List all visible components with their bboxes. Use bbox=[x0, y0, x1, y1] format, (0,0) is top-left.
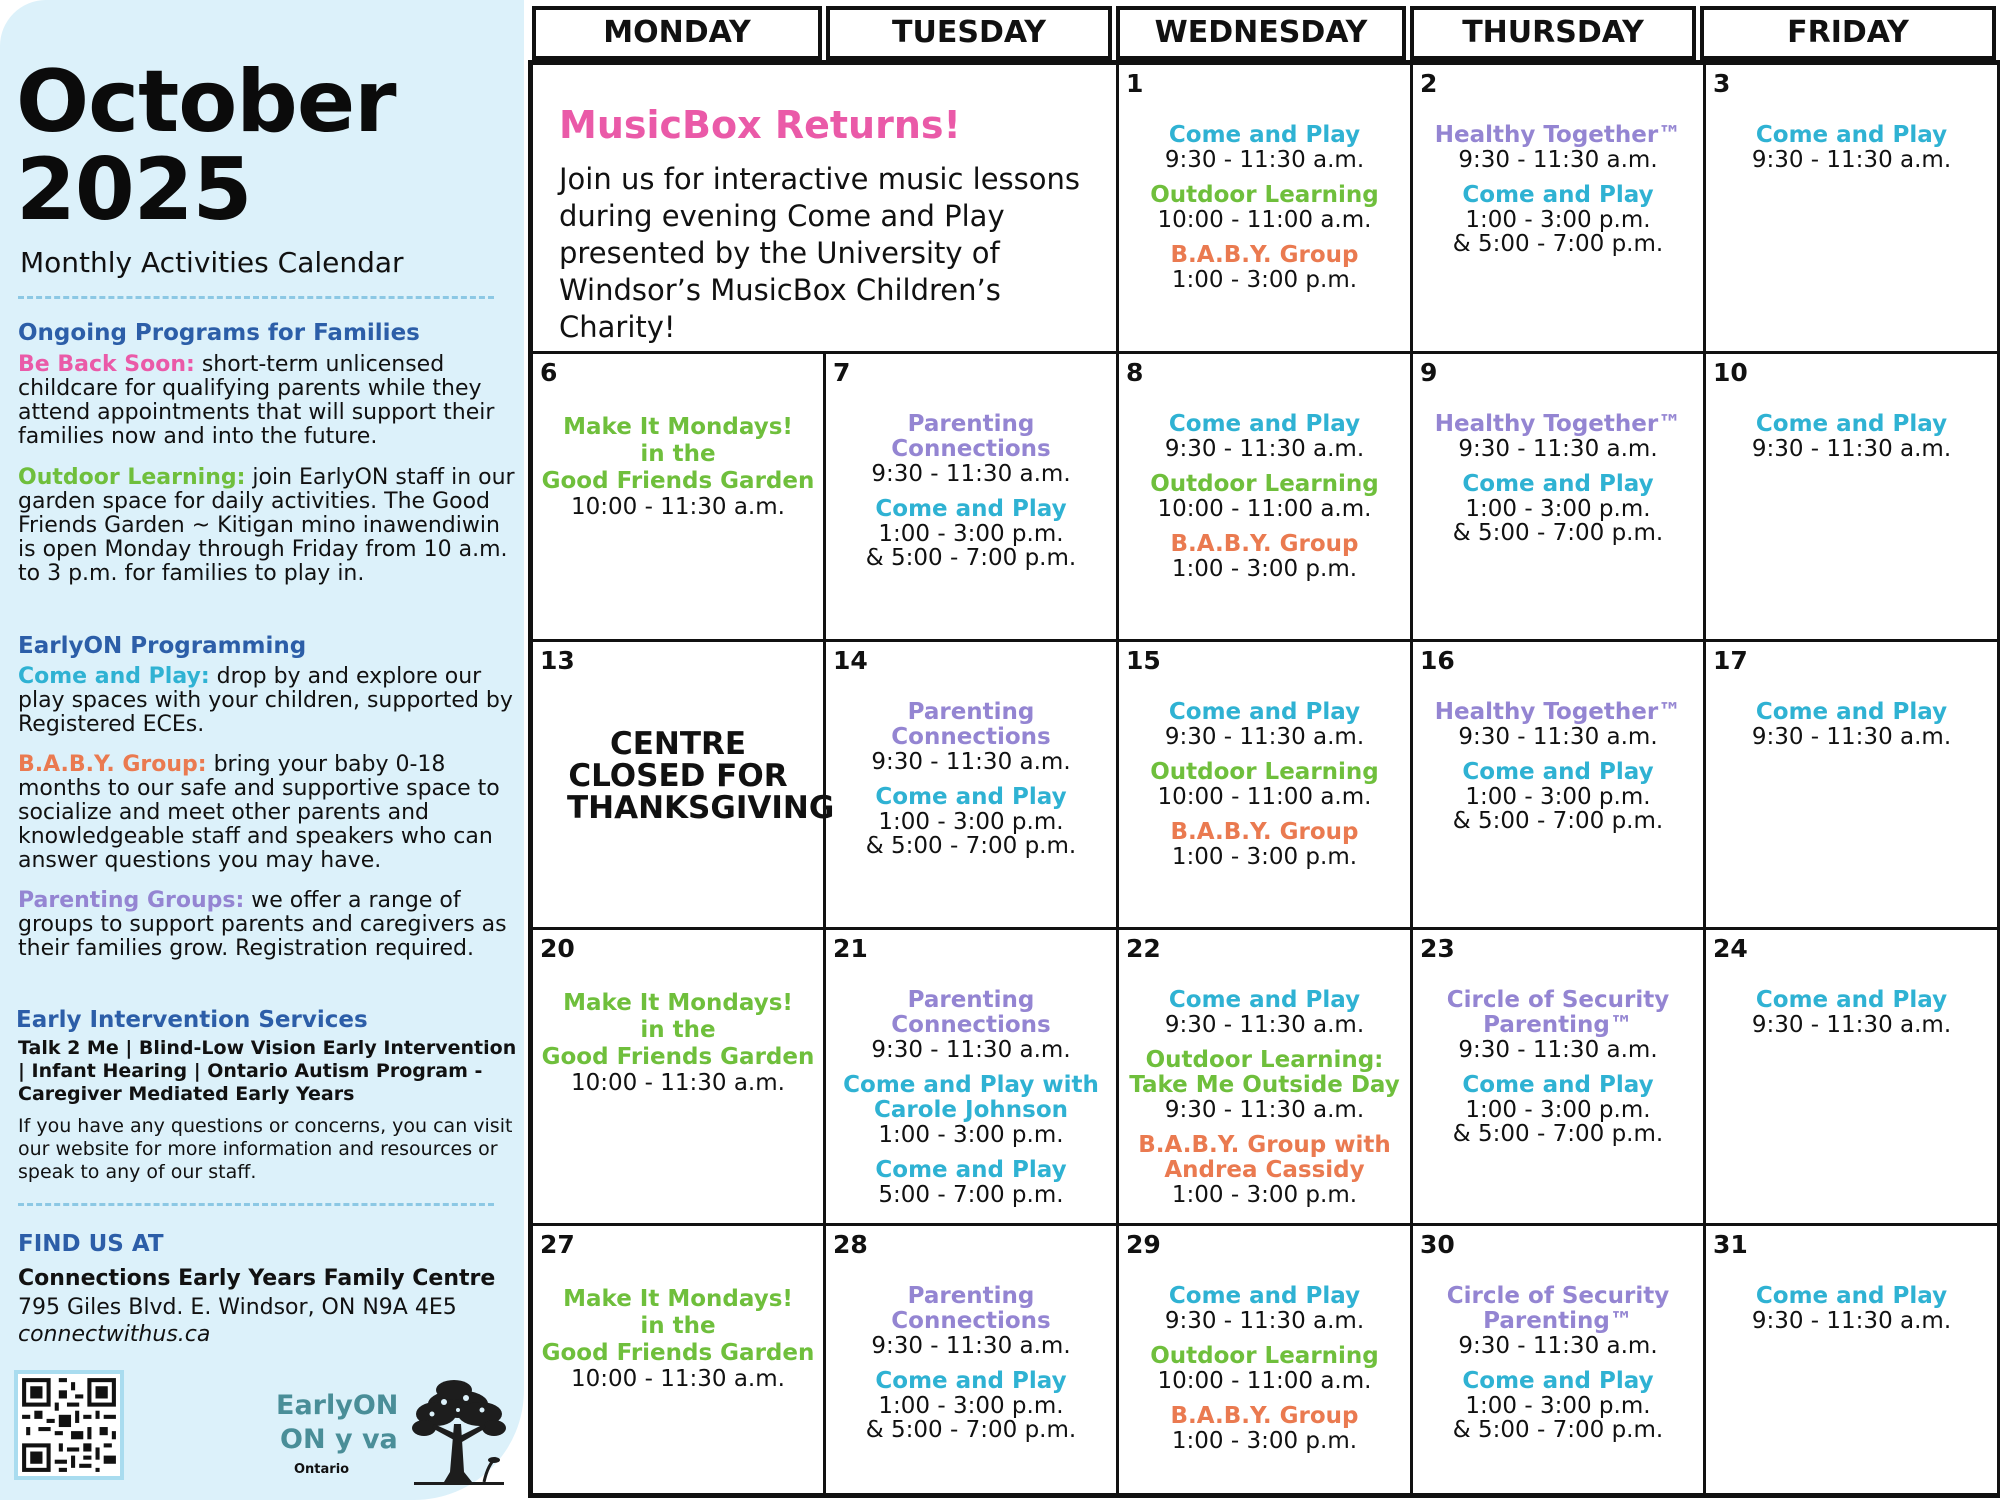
event-name: Outdoor Learning bbox=[1150, 471, 1379, 497]
event-time: 9:30 - 11:30 a.m. bbox=[1458, 724, 1658, 750]
event-time: 9:30 - 11:30 a.m. bbox=[1751, 147, 1952, 173]
event-name: Come and Play bbox=[1168, 411, 1361, 437]
event-time: 10:00 - 11:00 a.m. bbox=[1157, 784, 1372, 810]
event-name: Outdoor Learning: Take Me Outside Day bbox=[1129, 1047, 1400, 1098]
event-list bbox=[1413, 988, 1703, 1146]
sidebar bbox=[0, 0, 524, 1500]
event-time: & 5:00 - 7:00 p.m. bbox=[865, 545, 1077, 571]
day-number: 15 bbox=[1126, 646, 1161, 675]
event-name: Parenting Connections bbox=[891, 699, 1051, 750]
day-cell-14 bbox=[826, 642, 1119, 930]
event-list bbox=[1706, 123, 1997, 172]
day-cell-3 bbox=[1706, 65, 2000, 354]
event-name: Come and Play bbox=[1462, 1368, 1654, 1394]
event-name: Make It Mondays! in the Good Friends Garden bbox=[541, 414, 815, 494]
event-time: 9:30 - 11:30 a.m. bbox=[1164, 1012, 1365, 1038]
day-cell-8 bbox=[1119, 354, 1413, 642]
day-cell-15 bbox=[1119, 642, 1413, 930]
event-time: 1:00 - 3:00 p.m. bbox=[1171, 844, 1358, 870]
event-time: 1:00 - 3:00 p.m. bbox=[1171, 556, 1358, 582]
day-cell-17 bbox=[1706, 642, 2000, 930]
day-number: 20 bbox=[540, 934, 575, 963]
qr-code-icon bbox=[18, 1374, 120, 1476]
day-cell-2 bbox=[1413, 65, 1706, 354]
event-time: 9:30 - 11:30 a.m. bbox=[1164, 436, 1365, 462]
day-cell-7 bbox=[826, 354, 1119, 642]
day-header-wednesday: WEDNESDAY bbox=[1116, 6, 1406, 60]
event-time: 9:30 - 11:30 a.m. bbox=[1751, 724, 1952, 750]
event-time: 1:00 - 3:00 p.m. bbox=[1465, 1097, 1651, 1123]
event-name: Outdoor Learning bbox=[1150, 182, 1379, 208]
event-name: Come and Play bbox=[875, 1157, 1067, 1183]
event-time: 9:30 - 11:30 a.m. bbox=[1751, 1012, 1952, 1038]
event-time: & 5:00 - 7:00 p.m. bbox=[865, 1417, 1077, 1443]
early-intervention-heading: Early Intervention Services bbox=[16, 1007, 368, 1033]
event-time: 10:00 - 11:30 a.m. bbox=[571, 1070, 785, 1096]
day-number: 16 bbox=[1420, 646, 1455, 675]
event-time: & 5:00 - 7:00 p.m. bbox=[1452, 231, 1664, 257]
day-cell-31 bbox=[1706, 1226, 2000, 1498]
day-number: 14 bbox=[833, 646, 868, 675]
day-header-tuesday: TUESDAY bbox=[826, 6, 1112, 60]
event-name: Come and Play bbox=[875, 1368, 1067, 1394]
day-number: 21 bbox=[833, 934, 868, 963]
day-cell-1 bbox=[1119, 65, 1413, 354]
event-time: 9:30 - 11:30 a.m. bbox=[1458, 436, 1658, 462]
event-name: Circle of Security Parenting™ bbox=[1446, 1283, 1670, 1334]
event-name: Outdoor Learning bbox=[1150, 1343, 1379, 1369]
event-time: 9:30 - 11:30 a.m. bbox=[871, 749, 1071, 775]
questions-note: If you have any questions or concerns, you can visit our website for more information and resources or speak to any of our staff. bbox=[18, 1115, 513, 1183]
centre-address: 795 Giles Blvd. E. Windsor, ON N9A 4E5 bbox=[18, 1295, 457, 1320]
event-list bbox=[1706, 412, 1997, 461]
event-time: 1:00 - 3:00 p.m. bbox=[1465, 207, 1651, 233]
event-time: 9:30 - 11:30 a.m. bbox=[1751, 436, 1952, 462]
event-list bbox=[1119, 988, 1410, 1207]
event-time: 9:30 - 11:30 a.m. bbox=[1164, 1097, 1365, 1123]
musicbox-title: MusicBox Returns! bbox=[559, 103, 961, 147]
event-name: Come and Play bbox=[1462, 1072, 1654, 1098]
event-time: 9:30 - 11:30 a.m. bbox=[1164, 147, 1365, 173]
event-list bbox=[1706, 988, 1997, 1037]
day-header-thursday: THURSDAY bbox=[1410, 6, 1696, 60]
find-us-heading: FIND US AT bbox=[18, 1231, 164, 1257]
event-name: Parenting Connections bbox=[891, 1283, 1051, 1334]
event-time: 1:00 - 3:00 p.m. bbox=[1171, 267, 1358, 293]
day-cell-6 bbox=[533, 354, 826, 642]
event-time: 9:30 - 11:30 a.m. bbox=[871, 1333, 1071, 1359]
event-name: Make It Mondays! in the Good Friends Garden bbox=[541, 990, 815, 1070]
event-name: Healthy Together™ bbox=[1434, 699, 1682, 725]
day-number: 31 bbox=[1713, 1230, 1748, 1259]
day-number: 29 bbox=[1126, 1230, 1161, 1259]
day-number: 1 bbox=[1126, 69, 1144, 98]
event-time: 10:00 - 11:00 a.m. bbox=[1157, 496, 1372, 522]
come-and-play-description bbox=[18, 665, 518, 737]
calendar-subtitle: Monthly Activities Calendar bbox=[20, 246, 404, 279]
event-name: B.A.B.Y. Group bbox=[1170, 819, 1359, 845]
outdoor-learning-label: Outdoor Learning: bbox=[18, 465, 246, 490]
musicbox-promo-cell bbox=[533, 65, 1119, 354]
event-name: Come and Play bbox=[1168, 699, 1361, 725]
event-name: Come and Play bbox=[875, 496, 1067, 522]
day-cell-16 bbox=[1413, 642, 1706, 930]
event-name: B.A.B.Y. Group bbox=[1170, 242, 1359, 268]
day-cell-20 bbox=[533, 930, 826, 1226]
event-time: 9:30 - 11:30 a.m. bbox=[1458, 1037, 1658, 1063]
baby-group-text: bring your baby 0-18 months to our safe and supportive space to socialize and meet other parents and knowledgeable staff and speakers who can answer questions you may have. bbox=[18, 752, 500, 873]
event-list bbox=[533, 414, 823, 519]
musicbox-description: Join us for interactive music lessons during evening Come and Play presented by the University of Windsor’s MusicBox Children’s Charity! bbox=[559, 162, 1080, 344]
event-time: & 5:00 - 7:00 p.m. bbox=[1452, 1121, 1664, 1147]
event-list bbox=[533, 1286, 823, 1391]
event-time: 1:00 - 3:00 p.m. bbox=[1465, 1393, 1651, 1419]
parenting-groups-label: Parenting Groups: bbox=[18, 888, 245, 913]
be-back-soon-text: short-term unlicensed childcare for qualifying parents while they attend appointments that will support their families now and into the future. bbox=[18, 352, 495, 449]
day-cell-30 bbox=[1413, 1226, 1706, 1498]
event-time: 1:00 - 3:00 p.m. bbox=[878, 1393, 1064, 1419]
event-name: Circle of Security Parenting™ bbox=[1446, 987, 1670, 1038]
event-name: Parenting Connections bbox=[891, 987, 1051, 1038]
event-time: 9:30 - 11:30 a.m. bbox=[1164, 724, 1365, 750]
outdoor-learning-text: join EarlyON staff in our garden space for daily activities. The Good Friends Garden ~ Kitigan mino inawendiwin is open Monday through Friday from 10 a.m. to 3 p.m. for families to play in. bbox=[18, 465, 515, 586]
earlyon-logo-text: EarlyON bbox=[276, 1390, 399, 1421]
centre-closed-notice: CENTRE CLOSED FOR THANKSGIVING bbox=[567, 726, 835, 826]
day-cell-13 bbox=[533, 642, 835, 930]
day-cell-23 bbox=[1413, 930, 1706, 1226]
divider bbox=[18, 1203, 494, 1206]
day-cell-28 bbox=[826, 1226, 1119, 1498]
parenting-groups-text: we offer a range of groups to support parents and caregivers as their families grow. Registration required. bbox=[18, 888, 507, 961]
day-number: 17 bbox=[1713, 646, 1748, 675]
event-time: 9:30 - 11:30 a.m. bbox=[1164, 1308, 1365, 1334]
tree-logo-icon bbox=[404, 1374, 512, 1486]
event-list bbox=[826, 412, 1116, 570]
earlyon-programming-heading: EarlyON Programming bbox=[18, 633, 307, 659]
event-list bbox=[1119, 123, 1410, 292]
event-time: 1:00 - 3:00 p.m. bbox=[1465, 784, 1651, 810]
day-cell-27 bbox=[533, 1226, 826, 1498]
day-number: 23 bbox=[1420, 934, 1455, 963]
be-back-soon-label: Be Back Soon: bbox=[18, 352, 195, 377]
day-number: 13 bbox=[540, 646, 575, 675]
event-list bbox=[826, 988, 1116, 1207]
come-and-play-label: Come and Play: bbox=[18, 664, 210, 689]
month-year: 2025 bbox=[16, 140, 252, 240]
month-name: October bbox=[16, 52, 396, 152]
event-time: 9:30 - 11:30 a.m. bbox=[871, 461, 1071, 487]
day-header-friday: FRIDAY bbox=[1700, 6, 1996, 60]
event-time: 1:00 - 3:00 p.m. bbox=[1171, 1428, 1358, 1454]
on-y-va-logo-text: ON y va bbox=[280, 1424, 398, 1455]
event-time: 1:00 - 3:00 p.m. bbox=[1171, 1182, 1358, 1208]
event-name: Come and Play with Carole Johnson bbox=[843, 1072, 1099, 1123]
event-time: 9:30 - 11:30 a.m. bbox=[1458, 1333, 1658, 1359]
day-number: 30 bbox=[1420, 1230, 1455, 1259]
day-number: 22 bbox=[1126, 934, 1161, 963]
day-cell-9 bbox=[1413, 354, 1706, 642]
event-name: Come and Play bbox=[1755, 122, 1948, 148]
day-cell-22 bbox=[1119, 930, 1413, 1226]
event-list bbox=[1413, 412, 1703, 545]
day-cell-10 bbox=[1706, 354, 2000, 642]
event-name: Come and Play bbox=[1168, 1283, 1361, 1309]
event-list bbox=[1413, 123, 1703, 256]
event-name: B.A.B.Y. Group with Andrea Cassidy bbox=[1138, 1132, 1391, 1183]
event-time: & 5:00 - 7:00 p.m. bbox=[1452, 520, 1664, 546]
event-time: 10:00 - 11:30 a.m. bbox=[571, 1366, 785, 1392]
day-number: 27 bbox=[540, 1230, 575, 1259]
event-name: Come and Play bbox=[1755, 1283, 1948, 1309]
event-name: Healthy Together™ bbox=[1434, 411, 1682, 437]
day-cell-24 bbox=[1706, 930, 2000, 1226]
event-name: Come and Play bbox=[1168, 987, 1361, 1013]
event-name: B.A.B.Y. Group bbox=[1170, 531, 1359, 557]
event-list bbox=[1706, 700, 1997, 749]
centre-name: Connections Early Years Family Centre bbox=[18, 1266, 496, 1291]
event-time: & 5:00 - 7:00 p.m. bbox=[865, 833, 1077, 859]
event-time: 1:00 - 3:00 p.m. bbox=[878, 1122, 1064, 1148]
event-name: Come and Play bbox=[1755, 411, 1948, 437]
centre-website-link[interactable]: connectwithus.ca bbox=[18, 1322, 211, 1347]
event-time: 1:00 - 3:00 p.m. bbox=[878, 521, 1064, 547]
day-number: 8 bbox=[1126, 358, 1144, 387]
event-time: 9:30 - 11:30 a.m. bbox=[1458, 147, 1658, 173]
event-list bbox=[1413, 700, 1703, 833]
event-name: Make It Mondays! in the Good Friends Garden bbox=[541, 1286, 815, 1366]
event-list bbox=[826, 1284, 1116, 1442]
month-title bbox=[16, 52, 396, 240]
event-name: Come and Play bbox=[1755, 699, 1948, 725]
event-time: 1:00 - 3:00 p.m. bbox=[878, 809, 1064, 835]
early-intervention-list: Talk 2 Me | Blind-Low Vision Early Intervention | Infant Hearing | Ontario Autism Program - Caregiver Mediated Early Years bbox=[18, 1037, 517, 1105]
event-time: 5:00 - 7:00 p.m. bbox=[878, 1182, 1064, 1208]
be-back-soon-description bbox=[18, 353, 518, 449]
event-name: Come and Play bbox=[1168, 122, 1361, 148]
event-time: 1:00 - 3:00 p.m. bbox=[1465, 496, 1651, 522]
parenting-groups-description bbox=[18, 889, 518, 961]
event-time: 10:00 - 11:00 a.m. bbox=[1157, 1368, 1372, 1394]
event-list bbox=[1413, 1284, 1703, 1442]
day-number: 9 bbox=[1420, 358, 1438, 387]
event-name: Come and Play bbox=[1462, 471, 1654, 497]
ontario-logo-text: Ontario bbox=[294, 1462, 350, 1477]
event-time: & 5:00 - 7:00 p.m. bbox=[1452, 808, 1664, 834]
ongoing-programs-heading: Ongoing Programs for Families bbox=[18, 320, 420, 346]
divider bbox=[18, 296, 494, 299]
event-name: Come and Play bbox=[1462, 182, 1654, 208]
outdoor-learning-description bbox=[18, 466, 518, 586]
day-number: 2 bbox=[1420, 69, 1438, 98]
event-list bbox=[1706, 1284, 1997, 1333]
day-header-monday: MONDAY bbox=[532, 6, 822, 60]
event-time: 10:00 - 11:00 a.m. bbox=[1157, 207, 1372, 233]
qr-code bbox=[14, 1370, 124, 1480]
event-name: Come and Play bbox=[875, 784, 1067, 810]
day-number: 6 bbox=[540, 358, 558, 387]
earlyon-logo bbox=[272, 1390, 402, 1490]
event-name: Outdoor Learning bbox=[1150, 759, 1379, 785]
day-number: 3 bbox=[1713, 69, 1731, 98]
baby-group-label: B.A.B.Y. Group: bbox=[18, 752, 207, 777]
event-name: Parenting Connections bbox=[891, 411, 1051, 462]
event-list bbox=[1119, 412, 1410, 581]
day-number: 7 bbox=[833, 358, 851, 387]
event-name: B.A.B.Y. Group bbox=[1170, 1403, 1359, 1429]
come-and-play-text: drop by and explore our play spaces with your children, supported by Registered ECEs. bbox=[18, 664, 513, 737]
day-cell-29 bbox=[1119, 1226, 1413, 1498]
event-time: 9:30 - 11:30 a.m. bbox=[1751, 1308, 1952, 1334]
calendar-grid bbox=[528, 0, 2000, 1500]
event-time: 10:00 - 11:30 a.m. bbox=[571, 494, 785, 520]
event-name: Healthy Together™ bbox=[1434, 122, 1682, 148]
baby-group-description bbox=[18, 753, 518, 873]
event-time: 9:30 - 11:30 a.m. bbox=[871, 1037, 1071, 1063]
day-number: 10 bbox=[1713, 358, 1748, 387]
event-list bbox=[533, 990, 823, 1095]
event-list bbox=[826, 700, 1116, 858]
day-number: 28 bbox=[833, 1230, 868, 1259]
event-name: Come and Play bbox=[1462, 759, 1654, 785]
day-number: 24 bbox=[1713, 934, 1748, 963]
event-list bbox=[1119, 1284, 1410, 1453]
event-name: Come and Play bbox=[1755, 987, 1948, 1013]
event-list bbox=[1119, 700, 1410, 869]
event-time: & 5:00 - 7:00 p.m. bbox=[1452, 1417, 1664, 1443]
day-cell-21 bbox=[826, 930, 1119, 1226]
